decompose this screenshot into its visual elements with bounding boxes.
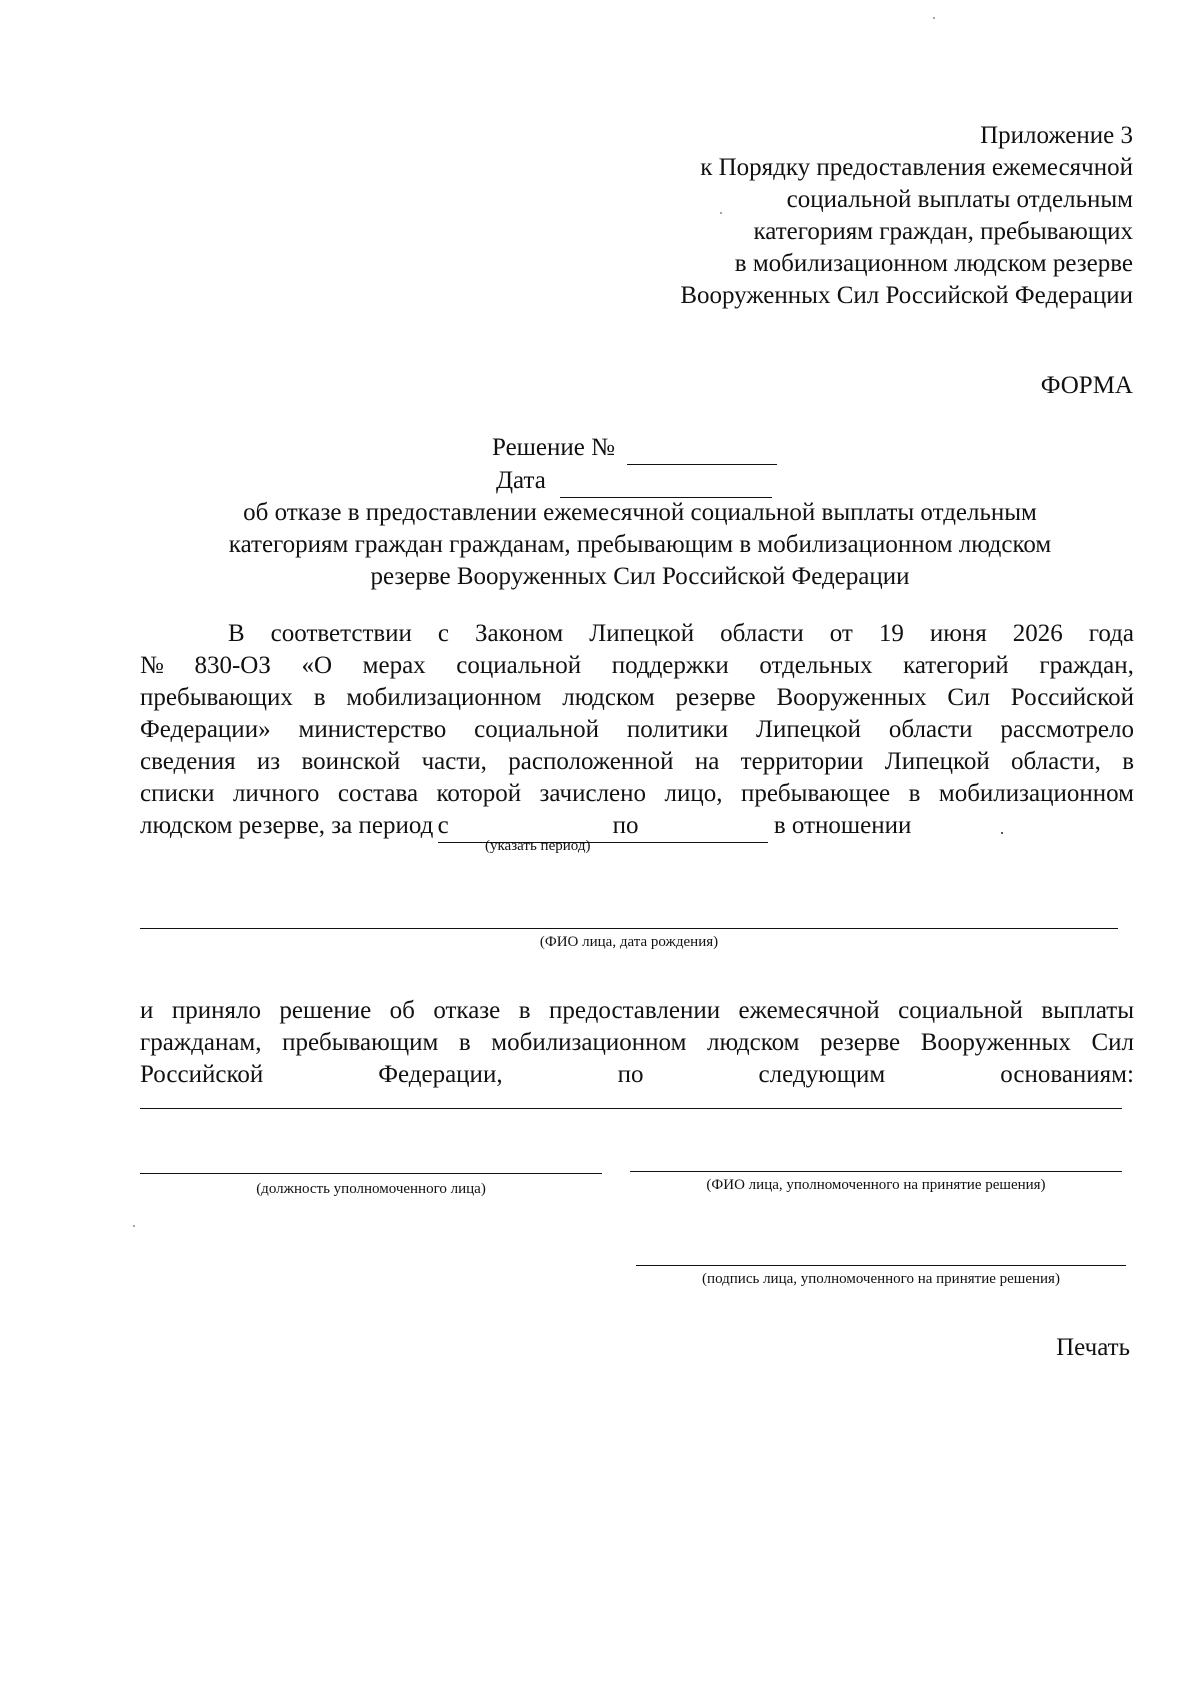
word: соответствии bbox=[270, 620, 412, 647]
appendix-line: к Порядку предоставления ежемесячной bbox=[700, 154, 1133, 181]
appendix-line: в мобилизационном людском резерве bbox=[734, 250, 1133, 277]
word: июня bbox=[929, 620, 987, 647]
decision-title-line: резерве Вооруженных Сил Российской Федерации bbox=[370, 563, 910, 590]
appendix-line: Приложение 3 bbox=[980, 122, 1133, 149]
word: В bbox=[228, 620, 245, 647]
person-field-line[interactable] bbox=[140, 928, 1118, 929]
word: 19 bbox=[878, 620, 904, 647]
decision-date-field[interactable] bbox=[560, 465, 772, 498]
word: «О bbox=[301, 652, 333, 679]
period-to-field[interactable] bbox=[613, 810, 768, 843]
period-suffix: в отношении bbox=[773, 812, 912, 839]
decision-date-row bbox=[496, 465, 772, 498]
body-paragraph bbox=[140, 618, 1134, 843]
decision-title-line: категориям граждан гражданам, пребывающим в мобилизационном людском bbox=[228, 531, 1052, 558]
word: года bbox=[1088, 620, 1134, 647]
word: по bbox=[617, 1061, 644, 1088]
decision-number-label: Решение № bbox=[492, 434, 615, 461]
body-line: списки личного состава которой зачислено лицо, пребывающее в мобилизационном bbox=[140, 780, 1134, 807]
signature-caption: (подпись лица, уполномоченного на принятие решения) bbox=[702, 1271, 1060, 1287]
scan-speck bbox=[933, 17, 935, 19]
period-caption: (указать период) bbox=[485, 838, 591, 854]
name-field-line[interactable] bbox=[630, 1171, 1122, 1172]
conclusion-paragraph bbox=[140, 995, 1134, 1091]
appendix-block bbox=[560, 120, 1133, 312]
decision-title-line: об отказе в предоставлении ежемесячной социальной выплаты отдельным bbox=[243, 499, 1037, 526]
position-caption: (должность уполномоченного лица) bbox=[256, 1181, 486, 1197]
body-line: Федерации» министерство социальной политики Липецкой области рассмотрело bbox=[140, 716, 1134, 743]
signature-field-line[interactable] bbox=[636, 1265, 1126, 1266]
word: категорий bbox=[903, 652, 1009, 679]
decision-title bbox=[140, 497, 1140, 593]
grounds-field-line[interactable] bbox=[140, 1108, 1122, 1109]
word: поддержки bbox=[611, 652, 729, 679]
word: от bbox=[829, 620, 853, 647]
body-line bbox=[140, 650, 1134, 682]
period-intro: людском резерве, за период bbox=[140, 812, 434, 839]
period-from-label: с bbox=[437, 812, 449, 839]
word: основаниям: bbox=[1000, 1061, 1134, 1088]
decision-number-field[interactable] bbox=[627, 432, 777, 465]
conclusion-line: гражданам, пребывающим в мобилизационном людском резерве Вооруженных Сил bbox=[140, 1029, 1134, 1056]
appendix-line: категориям граждан, пребывающих bbox=[753, 218, 1133, 245]
scan-speck bbox=[1001, 832, 1003, 834]
appendix-line: Вооруженных Сил Российской Федерации bbox=[680, 282, 1133, 309]
word: социальной bbox=[456, 652, 582, 679]
word: 830-ОЗ bbox=[194, 652, 271, 679]
word: Федерации, bbox=[378, 1061, 503, 1088]
conclusion-line: и приняло решение об отказе в предоставлении ежемесячной социальной выплаты bbox=[140, 997, 1134, 1024]
word: 2026 bbox=[1012, 620, 1063, 647]
word: № bbox=[140, 652, 164, 679]
conclusion-line bbox=[140, 1059, 1134, 1091]
word: Законом bbox=[475, 620, 564, 647]
period-to-label: по bbox=[612, 812, 639, 839]
body-line-period bbox=[140, 810, 1134, 843]
decision-number-row bbox=[492, 432, 777, 465]
word: Липецкой bbox=[589, 620, 695, 647]
word: мерах bbox=[362, 652, 426, 679]
person-caption: (ФИО лица, дата рождения) bbox=[539, 934, 719, 950]
decision-date-label: Дата bbox=[496, 467, 546, 494]
position-field-line[interactable] bbox=[140, 1173, 602, 1174]
word: отдельных bbox=[759, 652, 873, 679]
scan-speck bbox=[720, 212, 722, 214]
body-line: пребывающих в мобилизационном людском резерве Вооруженных Сил Российской bbox=[140, 684, 1134, 711]
word: с bbox=[437, 620, 450, 647]
word: граждан, bbox=[1039, 652, 1134, 679]
name-caption: (ФИО лица, уполномоченного на принятие решения) bbox=[706, 1177, 1046, 1193]
body-line bbox=[140, 618, 1134, 650]
form-label: ФОРМА bbox=[1040, 372, 1133, 399]
word: области bbox=[720, 620, 804, 647]
body-line: сведения из воинской части, расположенной на территории Липецкой области, в bbox=[140, 748, 1134, 775]
scan-speck bbox=[133, 1225, 135, 1227]
appendix-line: социальной выплаты отдельным bbox=[786, 186, 1133, 213]
stamp-label: Печать bbox=[1056, 1334, 1130, 1361]
word: следующим bbox=[758, 1061, 886, 1088]
word: Российской bbox=[140, 1061, 264, 1088]
